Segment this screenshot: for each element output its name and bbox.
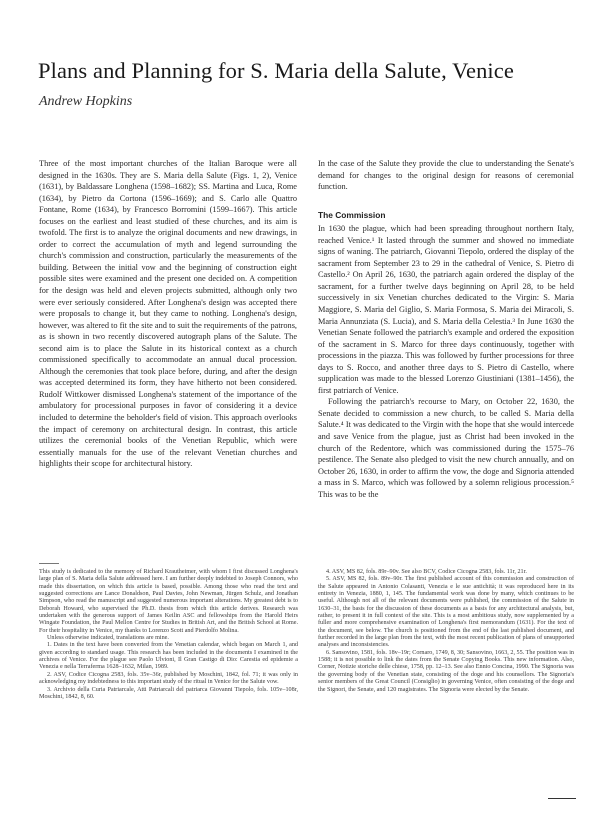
body-paragraph: In 1630 the plague, which had been spreading throughout northern Italy, reached Venice.¹ It lasted through the summer and showed no immediate signs of waning. The patriarch, Giovanni Tiepolo, ordered the display of the sacrament from September 23 to 29 in the cathedral of Venice, S. Pietro di Castello.² On April 26, 1630, the patriarch again ordered the display of the sacrament, for a further twelve days beginning on April 28, to be held successively in six Venetian churches dedicated to the Virgin: S. Maria Maggiore, S. Maria del Giglio, S. Maria Formosa, S. Maria dei Miracoli, S. Maria Annunziata (S. Lucia), and S. Maria della Celestia.³ In June 1630 the Venetian Senate followed the patriarch's example and ordered the exposition of the sacrament in S. Marco for three days continuously, together with processions in the piazza. This was followed by further processions for three days to S. Rocco, and another three days to S. Pietro di Castello, where supplication was made to the blessed Lorenzo Giustiniani (1381–1456), the first patriarch of Venice. — [318, 224, 574, 395]
footnote: Unless otherwise indicated, translations are mine. — [47, 635, 169, 642]
article-author: Andrew Hopkins — [39, 94, 133, 109]
article-title: Plans and Planning for S. Maria della Salute, Venice — [38, 58, 514, 83]
body-column-right — [318, 158, 574, 500]
footnote: 3. Archivio della Curia Patriarcale, Atti Patriarcali del patriarca Giovanni Tiepolo, fols. 105v–108r, Moschini, 1842, 8, 60. — [39, 686, 298, 700]
footnote: 5. ASV, MS 82, fols. 89v–90r. The first published account of this commission and construction of the Salute appeared in Antonio Colasanti, Venezia e le sue antichità; it was reproduced here in its entirety in Venezia, 1880, 1, 145. The fundamental work was done by many, which continues to be useful. Although not all of the relevant documents were published, the commission of the Salute in 1630–31, the basis for the discussion of these documents as a basis for any architectural analysis, but, rather, to present it in full context of the site. This is a most ambitious study, now supplemented by a fuller and more comprehensive examination of Longhena's first memorandum (1631). For the text of the document, see below. The church is positioned from the end of the last published document, and further recorded in the large plan from the text, with the most recent publication of plans of unsupported analyses and inconsistencies. — [318, 576, 575, 649]
footnotes-left — [39, 569, 298, 701]
body-paragraph: Three of the most important churches of the Italian Baroque were all designed in the 1630s. They are S. Maria della Salute (Figs. 1, 2), Venice (1631), by Baldassare Longhena (1598–1682); SS. Martina and Luca, Rome (1634), by Pietro da Cortona (1596–1669); and S. Carlo alle Quattro Fontane, Rome (1634), by Francesco Borromini (1599–1667). This article focuses on the earliest and least studied of these churches, and its aim is twofold. The first is to analyze the original documents and new drawings, in order to correct the accumulation of myth and legend surrounding the church's commission and construction, particularly the measurements of the building. Between the initial vow and the beginning of construction eight possible sites were examined and the present one decided on. A competition for the design was held and eleven projects submitted, although only two were ever seriously considered. After Longhena's design was accepted there were proposals to change it, but they came to nothing. Longhena's design, however, was altered to fit the site and to suit the requirements of the patrons, as is shown in two recently discovered autograph plans of the Salute. The second aim is to place the Salute in its historical context as a church commissioned specifically to accommodate an annual ducal procession. Although the ceremonies that took place before, during, and after the design was accepted determined its form, they have hitherto not been considered. Rudolf Wittkower dismissed Longhena's statement of the importance of the ambulatory for processional purposes in favor of considering it a device included to determine the beholder's field of vision. This approach overlooks the impact of ceremony on architectural design. In contrast, this article utilizes the ceremonial books of the Venetian Republic, which were essentially manuals for the use of the relevant Venetian churches and highlights their scope for architectural history. — [39, 159, 297, 469]
footnote: 2. ASV, Codice Cicogna 2583, fols. 35v–36r, published by Moschini, 1842, fol. 71; it was only in acknowledging my indebtedness to this important study of the ritual in Venice for the Salute vow. — [39, 671, 298, 686]
footnote: 1. Dates in the text have been converted from the Venetian calendar, which began on March 1, and given according to standard usage. This research has been included in the documents I examined in the archives of Venice. For the plague see Paolo Ulvioni, Il Gran Castigo di Dio: Carestia ed epidemie a Venezia e nella Terraferma 1628–1632, Milan, 1989. — [39, 642, 298, 671]
body-paragraph: Following the patriarch's recourse to Mary, on October 22, 1630, the Senate decided to commission a new church, to be called S. Maria della Salute.⁴ It was dedicated to the Virgin with the hope that she would intercede and save Venice from the plague, just as Christ had been invoked in the church of the Redentore, which was commissioned during the 1575–76 pestilence. The Senate also pledged to visit the new church annually, and on October 26, 1630, in order to affirm the vow, the doge and Signoria attended a mass in S. Marco, which was followed by a solemn religious procession.⁵ This was to be the — [318, 397, 574, 499]
footnote: This study is dedicated to the memory of Richard Krautheimer, with whom I first discussed Longhena's large plan of S. Maria della Salute addressed here. I am further deeply indebted to Joseph Connors, who made this dissertation, on which this article is based, possible. Among those who read the text and suggested corrections are Lance Donaldson, Paul Davies, John Newman, Jürgen Schulz, and Jonathan Simpson, who read the manuscript and suggested numerous important alterations. My greatest debt is to Deborah Howard, who supervised the Ph.D. thesis from which this article derives. Research was undertaken with the generous support of James Keilin ASC and fellowships from the Harold Heirs Wingate Foundation, the Paul Mellon Centre for Studies in British Art, and the British School at Rome. For their hospitality in Venice, my thanks to Lorenzo Scott and Pierdolfo Molina. — [39, 569, 298, 634]
footnote: 6. Sansovino, 1581, fols. 18v–19r; Cornaro, 1749, 8, 30; Sansovino, 1663, 2, 55. The position was in 1588; it is not possible to link the dates from the Senate Copying Books. This new information. Also, Corner, Notizie storiche delle chiese, 1758, pp. 12–13. See also Ennio Concina, 1990. The Signoria was the governing body of the Venetian state, consisting of the doge and his counsellors. The Signoria's senior members of the Great Council (Consiglio) in governing Venice, often consisting of the doge and the Signori, the Senate, and 120 magistrates. The Signoria were elected by the Senate. — [318, 649, 574, 693]
section-heading: The Commission — [318, 209, 386, 220]
body-paragraph: In the case of the Salute they provide the clue to understanding the Senate's demand for changes to the original design for reasons of ceremonial function. — [318, 159, 574, 192]
footnotes-right — [318, 569, 574, 694]
body-column-left — [39, 158, 297, 470]
footnote-rule — [39, 563, 59, 564]
page-end-rule — [548, 798, 576, 799]
footnote: 4. ASV, MS 82, fols. 89r–90v. See also BCV, Codice Cicogna 2583, fols. 11r, 21r. — [326, 569, 527, 575]
